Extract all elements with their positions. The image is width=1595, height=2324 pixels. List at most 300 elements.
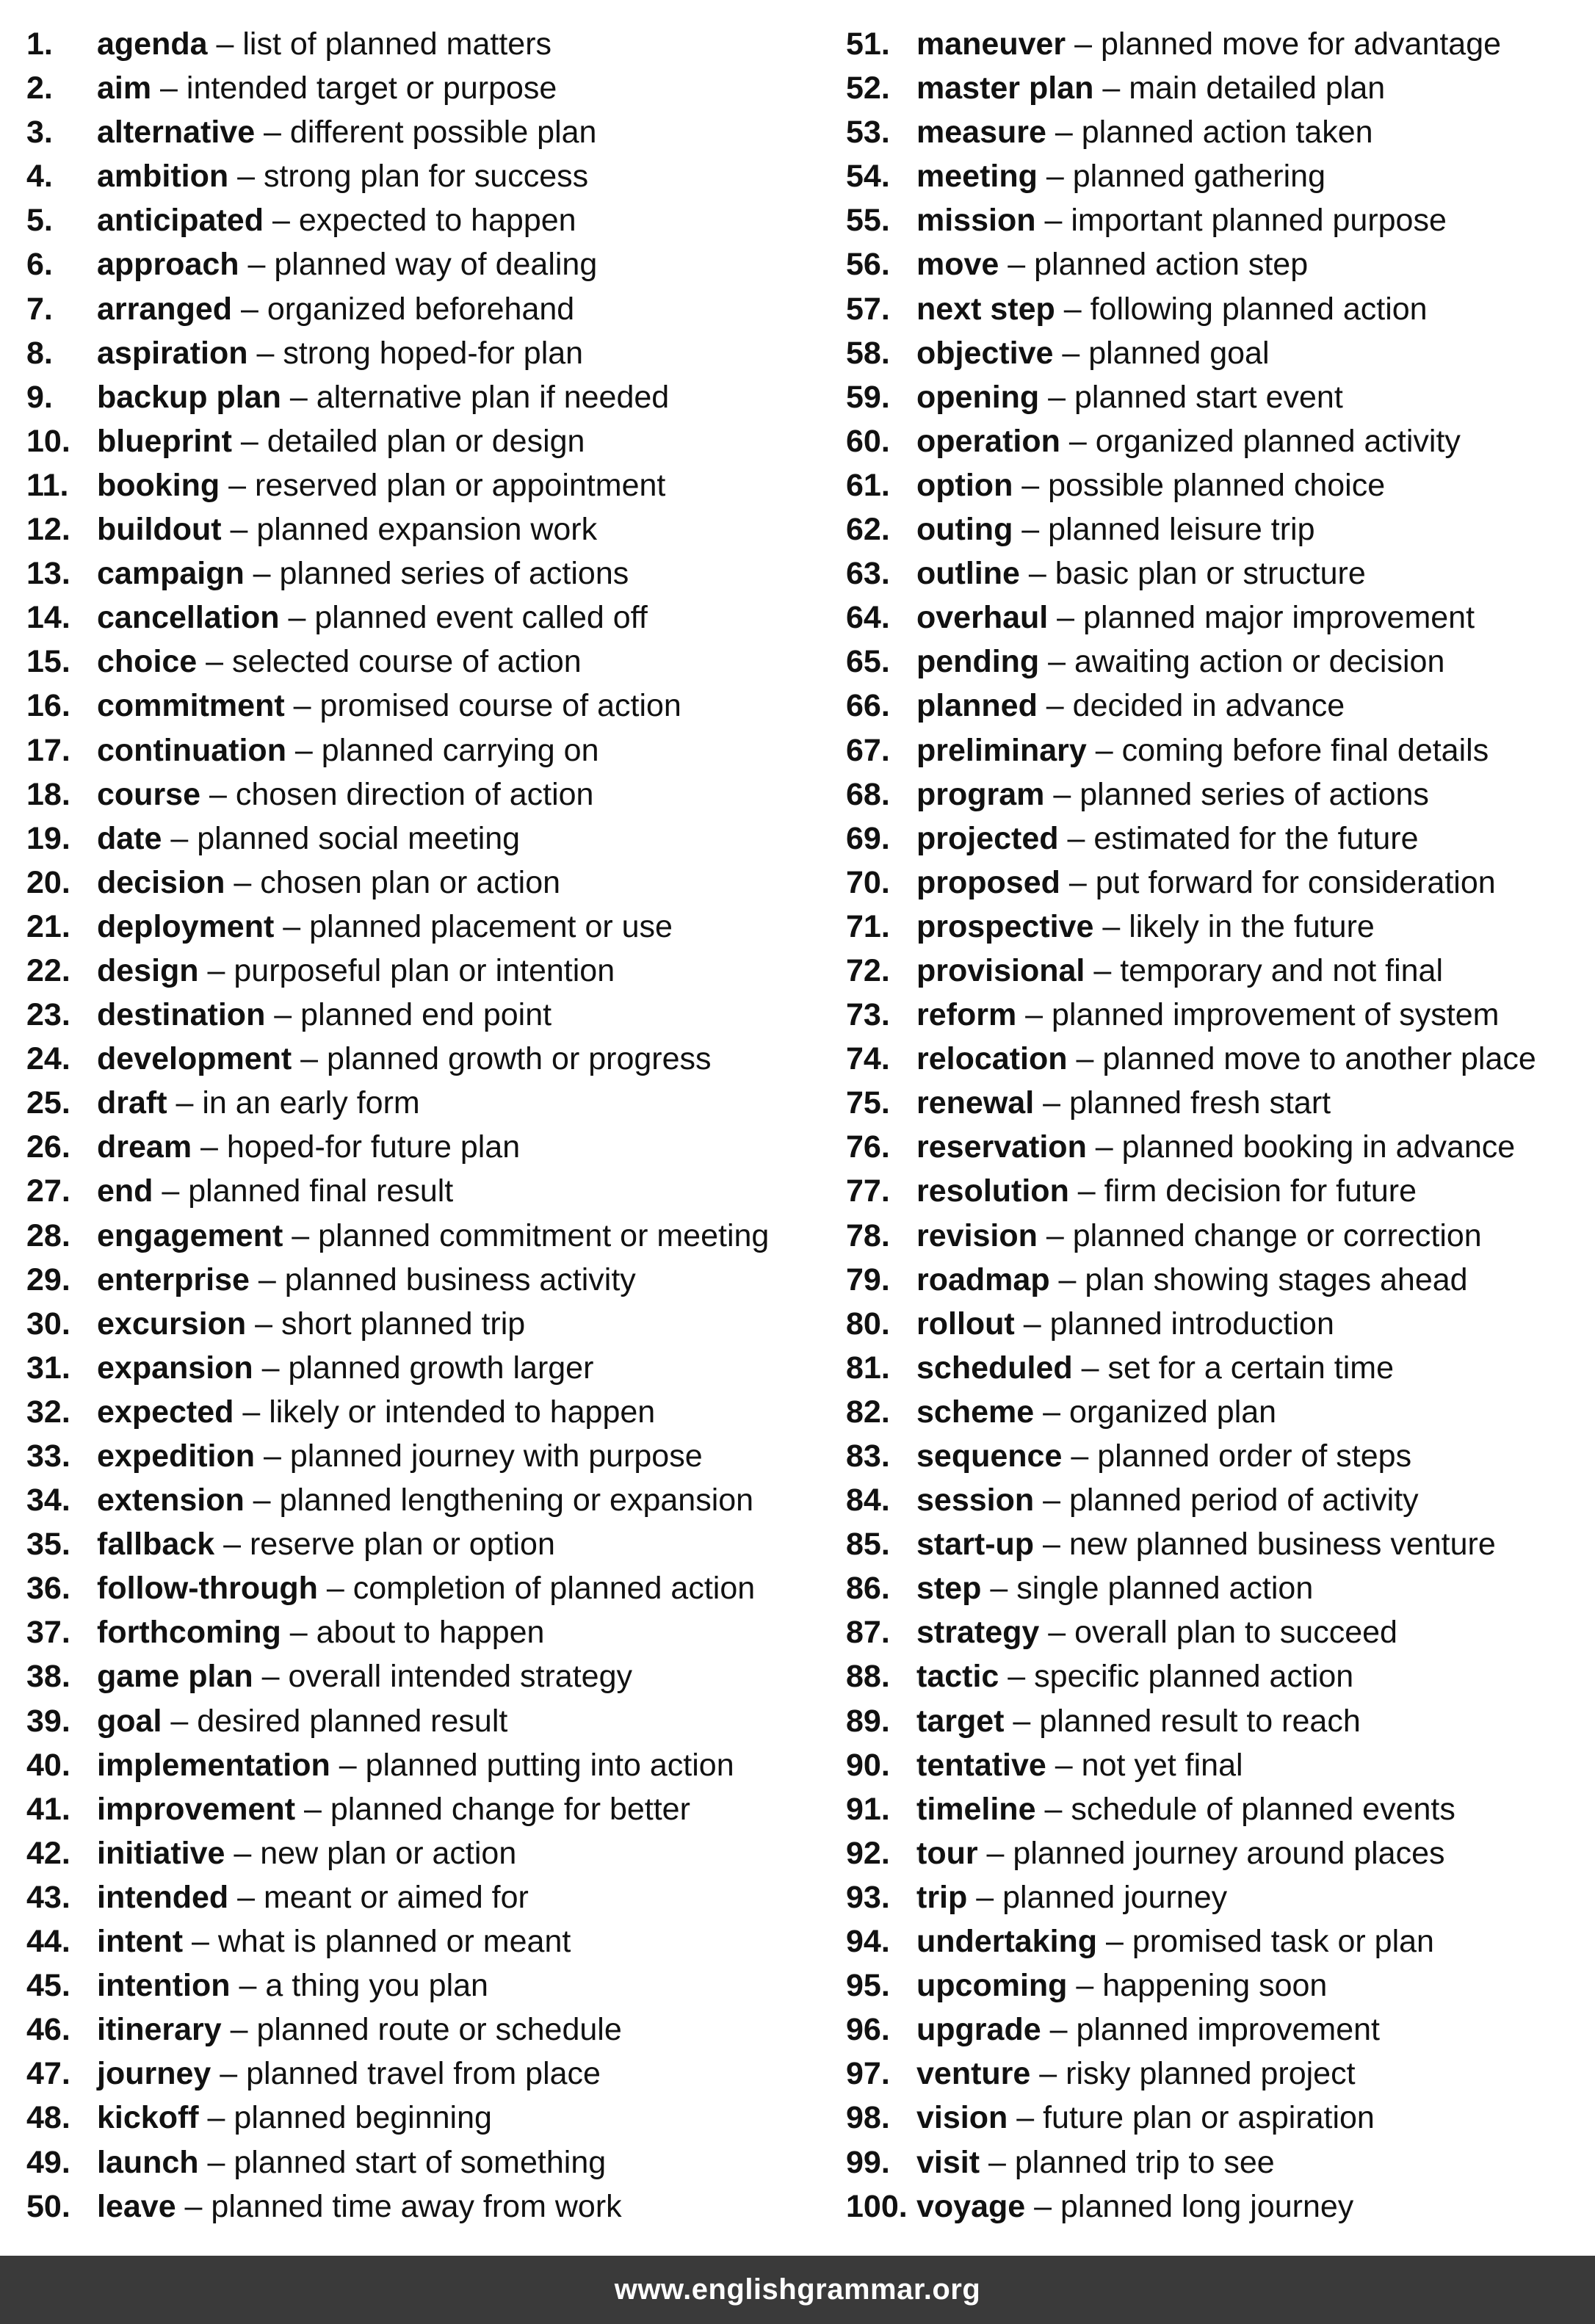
entry-number: 22.	[26, 952, 70, 988]
list-item	[846, 640, 1591, 684]
list-item	[26, 1875, 834, 1919]
entry-definition: new planned business venture	[1068, 1527, 1496, 1563]
list-item	[26, 551, 834, 596]
entry-separator: –	[981, 1571, 1017, 1607]
entry-separator: –	[228, 1879, 264, 1915]
entry-text	[916, 772, 1429, 817]
entry-separator: –	[1058, 820, 1094, 856]
list-item	[26, 1037, 834, 1081]
list-item	[846, 507, 1591, 551]
entry-number: 62.	[846, 512, 890, 548]
entry-separator: –	[967, 1879, 1003, 1915]
entry-text	[916, 66, 1385, 110]
entry-number: 48.	[26, 2100, 70, 2136]
entry-definition: planned time away from work	[211, 2188, 622, 2224]
entry-number: 74.	[846, 1041, 890, 1077]
entry-separator: –	[225, 864, 261, 900]
list-item	[846, 1831, 1591, 1875]
entry-word: arranged	[97, 291, 233, 327]
entry-text	[97, 1787, 690, 1831]
entry-definition: planned final result	[188, 1173, 454, 1209]
entry-text	[97, 1169, 453, 1213]
entry-number: 15.	[26, 644, 70, 680]
entry-definition: new plan or action	[260, 1835, 517, 1871]
list-item	[26, 287, 834, 331]
entry-separator: –	[255, 1438, 290, 1474]
list-item	[846, 861, 1591, 905]
entry-text	[916, 154, 1325, 198]
list-item	[26, 1831, 834, 1875]
entry-separator: –	[255, 115, 290, 151]
entry-separator: –	[1014, 1306, 1050, 1342]
entry-text	[97, 1919, 571, 1963]
entry-text	[916, 1478, 1419, 1522]
entry-word: venture	[916, 2056, 1031, 2092]
list-item	[846, 1654, 1591, 1698]
entry-word: leave	[97, 2188, 176, 2224]
entry-separator: –	[1013, 467, 1049, 503]
entry-number: 59.	[846, 379, 890, 415]
entry-number: 73.	[846, 997, 890, 1033]
entry-definition: planned action step	[1034, 247, 1309, 283]
entry-text	[916, 728, 1489, 772]
entry-number: 57.	[846, 291, 890, 327]
entry-definition: planned business activity	[284, 1261, 636, 1297]
entry-text	[97, 949, 615, 993]
entry-definition: planned way of dealing	[274, 247, 598, 283]
entry-word: operation	[916, 423, 1060, 459]
entry-definition: planned change or correction	[1072, 1217, 1482, 1253]
list-item	[846, 596, 1591, 640]
entry-separator: –	[162, 820, 198, 856]
entry-separator: –	[197, 644, 233, 680]
entry-word: expansion	[97, 1350, 253, 1386]
entry-number: 88.	[846, 1659, 890, 1695]
entry-text	[97, 1081, 420, 1125]
entry-word: choice	[97, 644, 198, 680]
entry-number: 26.	[26, 1129, 70, 1165]
entry-separator: –	[162, 1703, 198, 1739]
list-item	[26, 1699, 834, 1743]
entry-separator: –	[198, 952, 234, 988]
word-list-right-column	[846, 22, 1591, 2229]
list-item	[846, 1434, 1591, 1478]
entry-number: 53.	[846, 115, 890, 151]
entry-word: planned	[916, 688, 1038, 724]
entry-word: aim	[97, 70, 152, 106]
entry-definition: decided in advance	[1072, 688, 1345, 724]
entry-definition: meant or aimed for	[263, 1879, 529, 1915]
entry-word: ambition	[97, 159, 229, 195]
list-item	[846, 684, 1591, 728]
entry-separator: –	[183, 1924, 218, 1960]
entry-separator: –	[330, 1747, 366, 1783]
entry-text	[916, 640, 1444, 684]
list-item	[26, 1963, 834, 2008]
footer-website-link[interactable]: www.englishgrammar.org	[614, 2273, 981, 2306]
entry-definition: planned introduction	[1049, 1306, 1334, 1342]
list-item	[26, 1919, 834, 1963]
entry-word: draft	[97, 1085, 167, 1121]
entry-text	[97, 507, 597, 551]
entry-number: 94.	[846, 1924, 890, 1960]
list-item	[846, 1390, 1591, 1434]
entry-word: next step	[916, 291, 1055, 327]
entry-word: dream	[97, 1129, 192, 1165]
entry-word: session	[916, 1483, 1035, 1518]
entry-definition: planned end point	[300, 997, 552, 1033]
list-item	[846, 287, 1591, 331]
entry-definition: reserve plan or option	[249, 1527, 555, 1563]
entry-text	[97, 463, 665, 507]
list-item	[846, 22, 1591, 66]
entry-definition: overall intended strategy	[288, 1659, 632, 1695]
entry-number: 34.	[26, 1483, 70, 1518]
entry-number: 11.	[26, 467, 69, 503]
list-item	[846, 1346, 1591, 1390]
entry-word: excursion	[97, 1306, 247, 1342]
entry-definition: expected to happen	[298, 203, 576, 239]
entry-number: 71.	[846, 908, 890, 944]
entry-definition: organized planned activity	[1095, 423, 1461, 459]
entry-text	[916, 993, 1499, 1037]
list-item	[846, 2052, 1591, 2096]
word-list-left-column	[26, 22, 834, 2229]
entry-number: 97.	[846, 2056, 890, 2092]
entry-separator: –	[1093, 70, 1129, 106]
entry-number: 99.	[846, 2144, 890, 2180]
entry-number: 92.	[846, 1835, 890, 1871]
entry-number: 79.	[846, 1261, 890, 1297]
entry-text	[97, 2008, 622, 2052]
entry-word: revision	[916, 1217, 1038, 1253]
entry-number: 52.	[846, 70, 890, 106]
list-item	[26, 1258, 834, 1302]
entry-definition: purposeful plan or intention	[234, 952, 615, 988]
entry-separator: –	[230, 1968, 266, 2004]
entry-text	[97, 1434, 703, 1478]
entry-text	[97, 1610, 544, 1654]
entry-text	[97, 684, 681, 728]
entry-text	[916, 1963, 1327, 2008]
entry-separator: –	[176, 2188, 211, 2224]
entry-word: objective	[916, 335, 1054, 371]
entry-word: start-up	[916, 1527, 1035, 1563]
entry-definition: temporary and not final	[1120, 952, 1444, 988]
list-item	[846, 1699, 1591, 1743]
entry-separator: –	[1034, 1085, 1069, 1121]
entry-definition: planned gathering	[1072, 159, 1325, 195]
entry-text	[97, 1522, 555, 1566]
entry-word: extension	[97, 1483, 245, 1518]
entry-number: 21.	[26, 908, 70, 944]
entry-word: outline	[916, 556, 1020, 592]
entry-number: 82.	[846, 1394, 890, 1430]
entry-text	[916, 1434, 1411, 1478]
list-item	[26, 66, 834, 110]
entry-word: tour	[916, 1835, 978, 1871]
entry-definition: promised task or plan	[1132, 1924, 1434, 1960]
entry-word: expedition	[97, 1438, 256, 1474]
entry-text	[97, 596, 648, 640]
entry-text	[916, 331, 1270, 375]
entry-definition: planned action taken	[1081, 115, 1373, 151]
entry-word: target	[916, 1703, 1005, 1739]
entry-text	[916, 2096, 1375, 2140]
entry-definition: planned period of activity	[1068, 1483, 1419, 1518]
entry-separator: –	[1053, 335, 1089, 371]
entry-word: forthcoming	[97, 1615, 281, 1651]
list-item	[26, 905, 834, 949]
entry-separator: –	[1093, 908, 1129, 944]
entry-separator: –	[317, 1571, 353, 1607]
entry-word: prospective	[916, 908, 1094, 944]
entry-text	[97, 419, 585, 463]
entry-number: 75.	[846, 1085, 890, 1121]
entry-text	[916, 419, 1461, 463]
entry-text	[916, 551, 1366, 596]
entry-definition: completion of planned action	[352, 1571, 756, 1607]
entry-number: 9.	[26, 379, 53, 415]
list-item	[846, 154, 1591, 198]
entry-word: option	[916, 467, 1013, 503]
entry-text	[916, 2052, 1356, 2096]
entry-separator: –	[1049, 1261, 1085, 1297]
list-item	[26, 949, 834, 993]
entry-number: 29.	[26, 1261, 70, 1297]
list-item	[26, 1125, 834, 1169]
entry-word: scheduled	[916, 1350, 1073, 1386]
entry-text	[916, 949, 1443, 993]
entry-definition: likely in the future	[1129, 908, 1375, 944]
entry-word: reform	[916, 997, 1017, 1033]
entry-number: 91.	[846, 1791, 890, 1827]
entry-definition: likely or intended to happen	[269, 1394, 656, 1430]
entry-separator: –	[225, 1835, 261, 1871]
entry-number: 16.	[26, 688, 70, 724]
list-item	[846, 242, 1591, 286]
entry-text	[916, 1302, 1334, 1346]
entry-word: kickoff	[97, 2100, 199, 2136]
list-item	[26, 861, 834, 905]
entry-number: 14.	[26, 600, 70, 636]
entry-definition: in an early form	[202, 1085, 420, 1121]
entry-separator: –	[167, 1085, 203, 1121]
entry-word: cancellation	[97, 600, 280, 636]
list-item	[846, 993, 1591, 1037]
entry-definition: selected course of action	[232, 644, 582, 680]
entry-number: 8.	[26, 335, 53, 371]
list-item	[846, 331, 1591, 375]
list-item	[26, 2052, 834, 2096]
entry-number: 61.	[846, 467, 890, 503]
entry-separator: –	[1008, 2100, 1044, 2136]
entry-definition: planned start event	[1074, 379, 1343, 415]
entry-text	[916, 684, 1345, 728]
entry-word: engagement	[97, 1217, 283, 1253]
entry-text	[97, 1478, 753, 1522]
entry-separator: –	[284, 688, 320, 724]
entry-definition: planned major improvement	[1083, 600, 1475, 636]
entry-separator: –	[1072, 1350, 1108, 1386]
entry-word: booking	[97, 467, 220, 503]
entry-word: launch	[97, 2144, 199, 2180]
entry-word: provisional	[916, 952, 1085, 988]
list-item	[846, 551, 1591, 596]
list-item	[26, 596, 834, 640]
entry-word: date	[97, 820, 162, 856]
entry-separator: –	[283, 1217, 319, 1253]
entry-definition: strong hoped-for plan	[283, 335, 584, 371]
entry-word: expected	[97, 1394, 234, 1430]
entry-text	[97, 242, 597, 286]
entry-definition: planned order of steps	[1097, 1438, 1412, 1474]
entry-word: goal	[97, 1703, 162, 1739]
entry-number: 84.	[846, 1483, 890, 1518]
list-item	[26, 1610, 834, 1654]
entry-definition: single planned action	[1016, 1571, 1314, 1607]
entry-text	[97, 2184, 622, 2229]
entry-word: reservation	[916, 1129, 1087, 1165]
entry-number: 13.	[26, 556, 70, 592]
entry-text	[916, 1699, 1361, 1743]
entry-definition: planned lengthening or expansion	[279, 1483, 754, 1518]
entry-text	[916, 1875, 1227, 1919]
entry-word: intent	[97, 1924, 184, 1960]
entry-separator: –	[244, 1483, 280, 1518]
list-item	[846, 419, 1591, 463]
entry-definition: happening soon	[1102, 1968, 1328, 2004]
list-item	[26, 1566, 834, 1610]
entry-number: 54.	[846, 159, 890, 195]
entry-number: 96.	[846, 2012, 890, 2048]
entry-number: 20.	[26, 864, 70, 900]
entry-text	[97, 1875, 529, 1919]
entry-word: approach	[97, 247, 239, 283]
entry-word: development	[97, 1041, 292, 1077]
entry-separator: –	[1039, 644, 1075, 680]
entry-separator: –	[1035, 203, 1071, 239]
entry-text	[97, 1831, 516, 1875]
entry-word: tentative	[916, 1747, 1046, 1783]
list-item	[846, 905, 1591, 949]
entry-word: scheme	[916, 1394, 1035, 1430]
entry-text	[916, 1037, 1536, 1081]
entry-text	[916, 22, 1501, 66]
footer-bar	[0, 2256, 1595, 2324]
entry-text	[916, 1566, 1313, 1610]
entry-number: 83.	[846, 1438, 890, 1474]
entry-separator: –	[1067, 1041, 1103, 1077]
entry-definition: coming before final details	[1121, 732, 1489, 768]
entry-separator: –	[1062, 1438, 1098, 1474]
list-item	[846, 817, 1591, 861]
entry-separator: –	[228, 159, 264, 195]
entry-number: 42.	[26, 1835, 70, 1871]
entry-word: relocation	[916, 1041, 1068, 1077]
entry-separator: –	[1037, 688, 1073, 724]
entry-number: 41.	[26, 1791, 70, 1827]
entry-text	[97, 2140, 606, 2184]
entry-separator: –	[265, 997, 301, 1033]
entry-definition: planned expansion work	[256, 512, 598, 548]
entry-word: opening	[916, 379, 1040, 415]
entry-text	[916, 242, 1308, 286]
entry-definition: not yet final	[1081, 1747, 1243, 1783]
entry-text	[97, 22, 551, 66]
entry-number: 40.	[26, 1747, 70, 1783]
entry-definition: a thing you plan	[265, 1968, 488, 2004]
entry-separator: –	[1068, 1173, 1104, 1209]
entry-text	[916, 2140, 1275, 2184]
list-item	[846, 1258, 1591, 1302]
entry-definition: planned move to another place	[1102, 1041, 1536, 1077]
entry-text	[97, 1302, 525, 1346]
entry-number: 30.	[26, 1306, 70, 1342]
entry-word: timeline	[916, 1791, 1036, 1827]
list-item	[846, 728, 1591, 772]
entry-separator: –	[999, 247, 1035, 283]
list-item	[26, 1214, 834, 1258]
entry-separator: –	[1019, 556, 1055, 592]
entry-text	[97, 1699, 507, 1743]
entry-number: 51.	[846, 26, 890, 62]
entry-word: proposed	[916, 864, 1060, 900]
entry-text	[916, 905, 1375, 949]
entry-word: pending	[916, 644, 1040, 680]
entry-text	[97, 728, 598, 772]
list-item	[26, 1787, 834, 1831]
entry-number: 45.	[26, 1968, 70, 2004]
entry-definition: awaiting action or decision	[1074, 644, 1445, 680]
entry-definition: planned series of actions	[279, 556, 629, 592]
entry-word: buildout	[97, 512, 222, 548]
entry-word: implementation	[97, 1747, 330, 1783]
entry-word: itinerary	[97, 2012, 222, 2048]
entry-word: aspiration	[97, 335, 248, 371]
entry-text	[916, 1919, 1434, 1963]
entry-word: blueprint	[97, 423, 232, 459]
list-item	[26, 1390, 834, 1434]
list-item	[26, 1346, 834, 1390]
entry-word: measure	[916, 115, 1046, 151]
entry-definition: set for a certain time	[1107, 1350, 1395, 1386]
entry-definition: planned long journey	[1060, 2188, 1354, 2224]
entry-separator: –	[1086, 1129, 1122, 1165]
entry-definition: planned improvement of system	[1052, 997, 1500, 1033]
entry-word: visit	[916, 2144, 980, 2180]
entry-separator: –	[1044, 776, 1080, 812]
entry-definition: planned fresh start	[1068, 1085, 1331, 1121]
entry-number: 70.	[846, 864, 890, 900]
list-item	[846, 1081, 1591, 1125]
entry-separator: –	[214, 1527, 250, 1563]
entry-text	[97, 375, 669, 419]
entry-text	[916, 1831, 1445, 1875]
entry-text	[916, 1610, 1397, 1654]
entry-definition: planned series of actions	[1079, 776, 1429, 812]
entry-definition: planned putting into action	[365, 1747, 734, 1783]
entry-text	[97, 1566, 755, 1610]
list-item	[26, 1434, 834, 1478]
entry-separator: –	[1004, 1703, 1040, 1739]
list-item	[846, 772, 1591, 817]
entry-number: 25.	[26, 1085, 70, 1121]
list-item	[26, 1654, 834, 1698]
entry-number: 66.	[846, 688, 890, 724]
entry-definition: planned trip to see	[1014, 2144, 1275, 2180]
entry-word: projected	[916, 820, 1059, 856]
